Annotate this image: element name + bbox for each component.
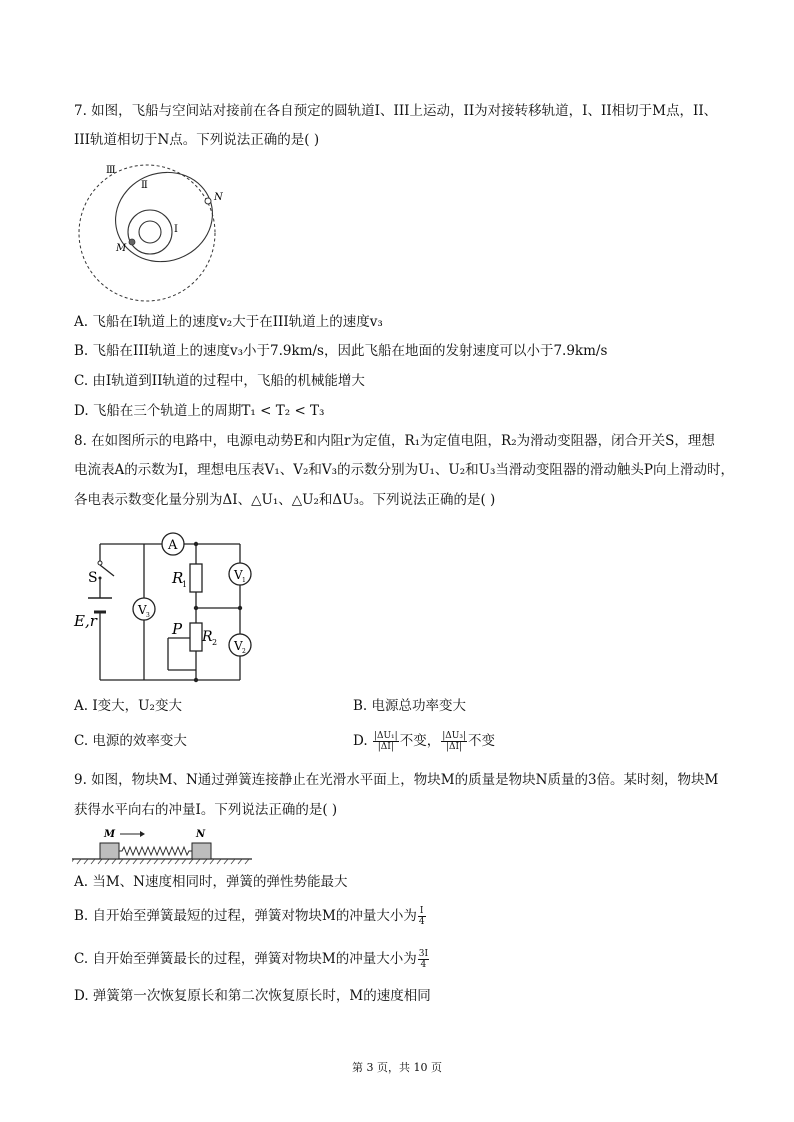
switch-contact bbox=[98, 561, 102, 565]
label-p: P bbox=[172, 620, 183, 638]
label-a: A bbox=[168, 538, 178, 553]
label-s: S bbox=[88, 570, 98, 586]
label-r2-sub: 2 bbox=[212, 638, 218, 647]
q7-stem-line-2: III轨道相切于N点。下列说法正确的是( ) bbox=[74, 132, 320, 148]
label-er: E,r bbox=[74, 612, 97, 630]
label-v1-sub: 1 bbox=[242, 577, 246, 584]
earth bbox=[139, 221, 161, 243]
q8-circuit-diagram bbox=[72, 528, 272, 686]
label-r1: R bbox=[172, 569, 184, 587]
label-n: N bbox=[214, 192, 223, 203]
label-r2: R bbox=[202, 629, 213, 645]
label-i: I bbox=[174, 224, 178, 235]
junction bbox=[194, 542, 198, 546]
point-n bbox=[205, 198, 211, 204]
fraction-3i-over-4: $\frac{3I}{4}$ bbox=[418, 949, 429, 970]
q9-option-d: D. 弹簧第一次恢复原长和第二次恢复原长时，M的速度相同 bbox=[74, 988, 431, 1004]
q8-option-d bbox=[353, 731, 495, 752]
junction bbox=[238, 606, 242, 610]
ground-hatching bbox=[72, 859, 249, 864]
block-m bbox=[100, 843, 119, 859]
resistor-r1 bbox=[190, 564, 202, 592]
q8-stem-line-2: 电流表A的示数为I，理想电压表V₁、V₂和V₃的示数分别为U₁、U₂和U₃当滑动变阻器的滑动触头P向上滑动时， bbox=[74, 462, 735, 478]
q7-stem-line-1: 7. 如图，飞船与空间站对接前在各自预定的圆轨道I、III上运动，II为对接转移轨道，I、II相切于M点，II、 bbox=[74, 103, 718, 119]
q7-option-a: A. 飞船在I轨道上的速度v₂大于在III轨道上的速度v₃ bbox=[74, 314, 383, 330]
q9-stem-line-1: 9. 如图，物块M、N通过弹簧连接静止在光滑水平面上，物块M的质量是物块N质量的3倍。某时刻，物块M bbox=[74, 772, 719, 788]
label-v2: V bbox=[234, 639, 243, 653]
q8-option-d-mid: 不变， bbox=[399, 733, 441, 749]
q9-option-c bbox=[74, 949, 430, 970]
q7-option-c: C. 由I轨道到II轨道的过程中，飞船的机械能增大 bbox=[74, 373, 365, 389]
switch-contact-lower bbox=[99, 577, 102, 580]
point-m bbox=[129, 239, 135, 245]
q8-option-b: B. 电源总功率变大 bbox=[353, 698, 467, 714]
label-r1-sub: 1 bbox=[182, 580, 188, 589]
q9-option-b bbox=[74, 906, 427, 927]
q7-option-d: D. 飞船在三个轨道上的周期T₁ < T₂ < T₃ bbox=[74, 403, 325, 419]
label-m: M bbox=[104, 829, 116, 840]
q8-stem-line-1: 8. 在如图所示的电路中，电源电动势E和内阻r为定值，R₁为定值电阻，R₂为滑动变阻器，闭合开关S，理想 bbox=[74, 433, 715, 449]
label-iii: Ⅲ bbox=[106, 165, 116, 176]
block-n bbox=[192, 843, 211, 859]
junction bbox=[194, 678, 198, 682]
q9-stem-line-2: 获得水平向右的冲量I。下列说法正确的是( ) bbox=[74, 802, 338, 818]
q8-stem-line-3: 各电表示数变化量分别为ΔI、△U₁、△U₂和ΔU₃。下列说法正确的是( ) bbox=[74, 492, 496, 508]
q9-spring-diagram bbox=[72, 826, 254, 866]
q7-option-b: B. 飞船在III轨道上的速度v₃小于7.9km/s，因此飞船在地面的发射速度可以小于7.9km/s bbox=[74, 343, 608, 359]
q8-option-c: C. 电源的效率变大 bbox=[74, 733, 187, 749]
label-v3-sub: 3 bbox=[146, 612, 150, 619]
q8-option-d-prefix: D. bbox=[353, 733, 372, 749]
page-footer: 第 3 页，共 10 页 bbox=[352, 1061, 442, 1074]
resistor-r2 bbox=[190, 623, 202, 651]
orbit-ii bbox=[103, 159, 225, 275]
velocity-arrow-head bbox=[140, 831, 145, 837]
q9-option-c-text: C. 自开始至弹簧最长的过程，弹簧对物块M的冲量大小为 bbox=[74, 951, 417, 967]
fraction-du1-di: $\frac{\text{|ΔU₁|}}{|\Delta I|}$ bbox=[373, 731, 398, 752]
label-ii: Ⅱ bbox=[141, 180, 148, 191]
q9-option-a: A. 当M、N速度相同时，弹簧的弹性势能最大 bbox=[74, 874, 348, 890]
orbit-i bbox=[128, 210, 172, 254]
fraction-i-over-4: $\frac{I}{4}$ bbox=[418, 906, 425, 927]
q8-option-a: A. I变大，U₂变大 bbox=[74, 698, 182, 714]
label-v1: V bbox=[234, 568, 243, 582]
junction bbox=[194, 606, 198, 610]
spring bbox=[119, 847, 192, 855]
label-v2-sub: 2 bbox=[242, 648, 246, 655]
q8-option-d-suffix: 不变 bbox=[467, 733, 495, 749]
label-n: N bbox=[196, 829, 206, 840]
q9-option-b-text: B. 自开始至弹簧最短的过程，弹簧对物块M的冲量大小为 bbox=[74, 908, 417, 924]
label-v3: V bbox=[138, 603, 147, 617]
q7-orbit-diagram bbox=[78, 158, 228, 304]
fraction-du3-di: $\frac{\text{|ΔU₃|}}{|\Delta I|}$ bbox=[442, 731, 466, 752]
label-m: M bbox=[116, 243, 127, 254]
